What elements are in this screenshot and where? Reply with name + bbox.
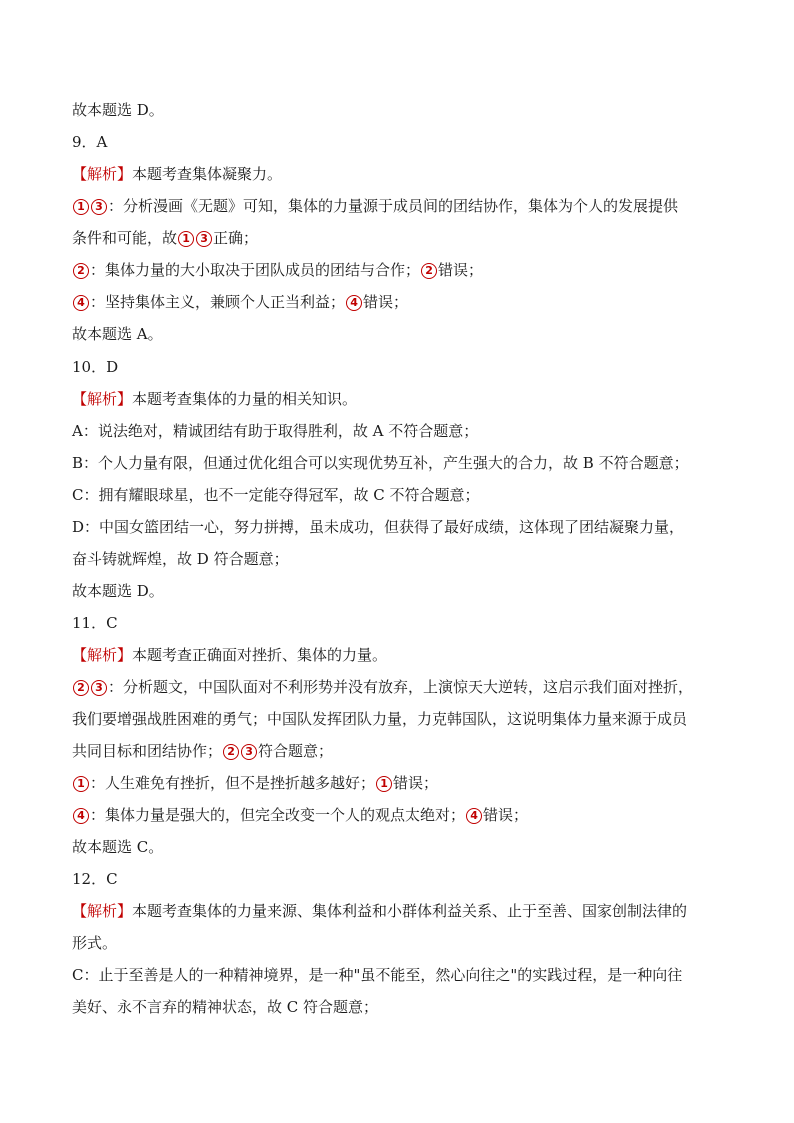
answer-heading-9: 9．A [72,133,108,151]
circled-number: 4 [73,808,89,824]
analysis-line: 【解析】本题考查集体凝聚力。 [72,165,283,183]
circled-number: 4 [73,295,89,311]
circled-number: 3 [91,680,107,696]
text-line: 形式。 [72,934,118,952]
text-line: 1 3 ：分析漫画《无题》可知，集体的力量源于成员间的团结协作，集体为个人的发展提供 [72,196,732,216]
circled-number: 2 [223,744,239,760]
text-line: 故本题选 D。 [72,101,164,119]
text-line: 我们要增强战胜困难的勇气；中国队发挥团队力量，力克韩国队，这说明集体力量来源于成员 [72,710,688,728]
circled-number: 2 [73,680,89,696]
text-line: 共同目标和团结协作； 2 3 符合题意； [72,742,334,760]
analysis-line: 【解析】本题考查正确面对挫折、集体的力量。 [72,646,388,664]
text-line: 2 3 ：分析题文，中国队面对不利形势并没有放弃，上演惊天大逆转，这启示我们面对挫折， [72,677,732,697]
text-line: A：说法绝对，精诚团结有助于取得胜利，故 A 不符合题意； [72,422,479,440]
text-line: 故本题选 C。 [72,838,164,856]
circled-number: 2 [421,263,437,279]
circled-number: 1 [73,199,89,215]
text-line: 条件和可能，故 1 3 正确； [72,229,259,247]
analysis-line: 【解析】本题考查集体的力量的相关知识。 [72,390,358,408]
text-line: 故本题选 D。 [72,582,164,600]
circled-number: 4 [346,295,362,311]
answer-heading-10: 10．D [72,358,119,376]
analysis-tag: 【解析】 [72,390,133,408]
analysis-tag: 【解析】 [72,165,133,183]
analysis-line: 【解析】本题考查集体的力量来源、集体利益和小群体利益关系、止于至善、国家创制法律的 [72,902,688,920]
text-line: 美好、永不言弃的精神状态，故 C 符合题意； [72,998,379,1016]
circled-number: 4 [466,808,482,824]
text-line: 奋斗铸就辉煌，故 D 符合题意； [72,550,289,568]
text-line: 2 ：集体力量的大小取决于团队成员的团结与合作； 2 错误； [72,260,732,280]
text-line: 故本题选 A。 [72,325,163,343]
answer-heading-12: 12．C [72,870,118,888]
circled-number: 3 [241,744,257,760]
circled-number: 1 [376,776,392,792]
text-line: B：个人力量有限，但通过优化组合可以实现优势互补，产生强大的合力，故 B 不符合题意； [72,454,689,472]
text-line: C：拥有耀眼球星，也不一定能夺得冠军，故 C 不符合题意； [72,486,480,504]
text-line: 4 ：坚持集体主义，兼顾个人正当利益； 4 错误； [72,292,732,312]
analysis-tag: 【解析】 [72,902,133,920]
answer-heading-11: 11．C [72,614,118,632]
circled-number: 1 [178,231,194,247]
text-line: D：中国女篮团结一心，努力拼搏，虽未成功，但获得了最好成绩，这体现了团结凝聚力量， [72,518,685,536]
circled-number: 1 [73,776,89,792]
text-line: C：止于至善是人的一种精神境界，是一种"虽不能至，然心向往之"的实践过程，是一种向往 [72,966,683,984]
circled-number: 2 [73,263,89,279]
analysis-tag: 【解析】 [72,646,133,664]
text-line: 4 ：集体力量是强大的，但完全改变一个人的观点太绝对； 4 错误； [72,805,732,825]
circled-number: 3 [196,231,212,247]
circled-number: 3 [91,199,107,215]
text-line: 1 ：人生难免有挫折，但不是挫折越多越好； 1 错误； [72,773,732,793]
